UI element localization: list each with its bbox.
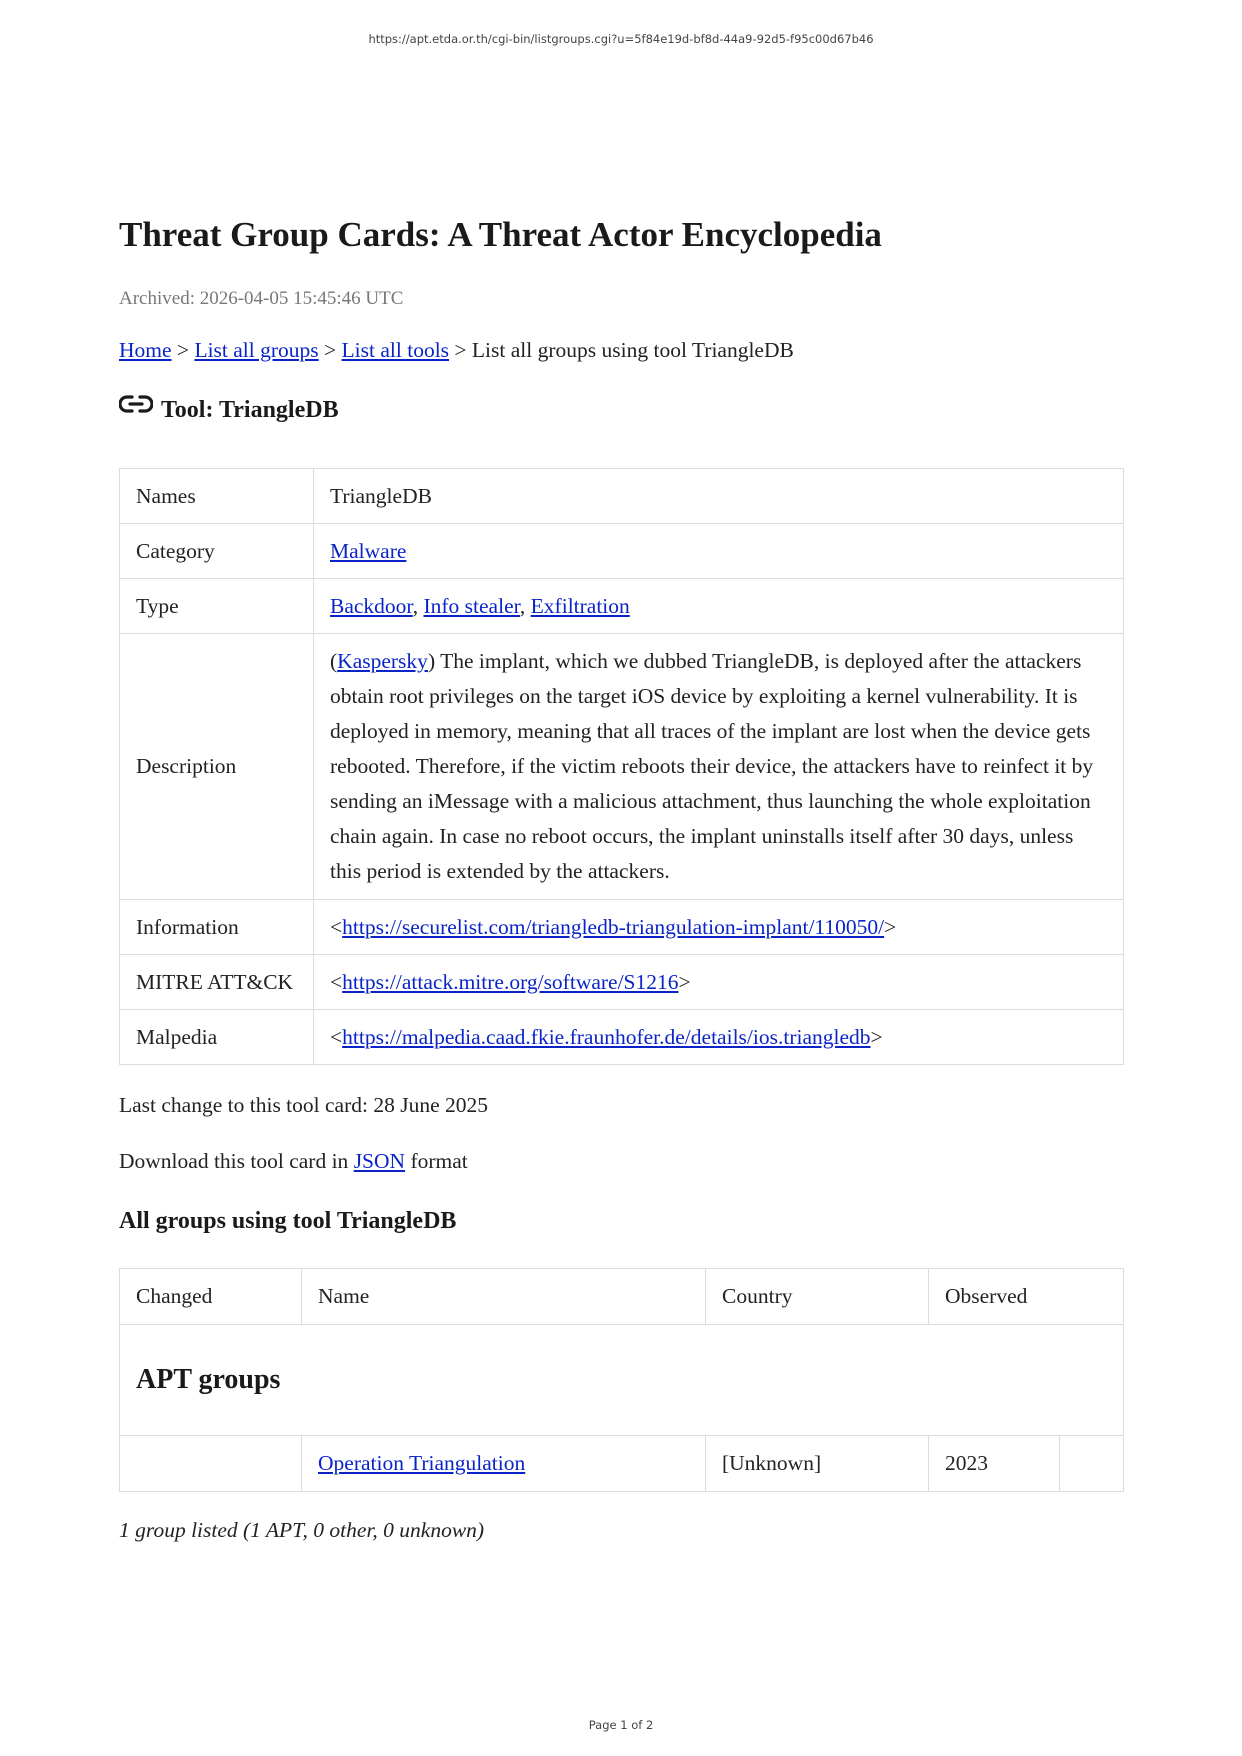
type-label: Type bbox=[120, 579, 314, 634]
last-change-text: Last change to this tool card: 28 June 2025 bbox=[119, 1093, 489, 1117]
description-value bbox=[314, 634, 1124, 900]
section-row bbox=[120, 1325, 1124, 1436]
breadcrumb-groups-link[interactable]: List all groups bbox=[194, 338, 319, 362]
type-value bbox=[314, 579, 1124, 634]
description-label: Description bbox=[120, 634, 314, 900]
groups-summary: 1 group listed (1 APT, 0 other, 0 unknown) bbox=[119, 1518, 485, 1542]
angle-close: > bbox=[884, 914, 897, 939]
information-label: Information bbox=[120, 900, 314, 955]
breadcrumb-current: > List all groups using tool TriangleDB bbox=[449, 338, 794, 362]
breadcrumb-separator: > bbox=[318, 338, 342, 362]
type-backdoor-link[interactable]: Backdoor bbox=[330, 593, 413, 618]
malpedia-link[interactable]: https://malpedia.caad.fkie.fraunhofer.de/details/ios.triangledb bbox=[342, 1024, 871, 1049]
angle-close: > bbox=[678, 969, 691, 994]
breadcrumb-separator: > bbox=[171, 338, 195, 362]
row-changed bbox=[120, 1436, 302, 1492]
download-prefix: Download this tool card in bbox=[119, 1149, 354, 1173]
table-row bbox=[120, 1010, 1124, 1065]
table-row bbox=[120, 1436, 1124, 1492]
column-header-country: Country bbox=[706, 1269, 929, 1325]
tool-heading bbox=[119, 397, 339, 424]
table-row bbox=[120, 469, 1124, 524]
tool-heading-text: Tool: TriangleDB bbox=[161, 397, 339, 423]
json-download-link[interactable]: JSON bbox=[353, 1149, 406, 1173]
table-row bbox=[120, 524, 1124, 579]
names-value: TriangleDB bbox=[314, 469, 1124, 524]
mitre-label: MITRE ATT&CK bbox=[120, 955, 314, 1010]
table-row bbox=[120, 955, 1124, 1010]
description-source-link[interactable]: Kaspersky bbox=[337, 649, 428, 673]
information-link[interactable]: https://securelist.com/triangledb-triangulation-implant/110050/ bbox=[342, 914, 885, 939]
archived-date: Archived: 2026-04-05 15:45:46 UTC bbox=[119, 288, 404, 309]
category-value bbox=[314, 524, 1124, 579]
tool-info-table bbox=[119, 468, 1124, 1065]
row-observed: 2023 bbox=[929, 1436, 1060, 1492]
page-url: https://apt.etda.or.th/cgi-bin/listgroups.cgi?u=5f84e19d-bf8d-44a9-92d5-f95c00d67b46 bbox=[368, 32, 874, 46]
malpedia-label: Malpedia bbox=[120, 1010, 314, 1065]
breadcrumb-tools-link[interactable]: List all tools bbox=[341, 338, 450, 362]
type-separator: , bbox=[519, 593, 531, 618]
groups-table bbox=[119, 1268, 1124, 1492]
breadcrumb-home-link[interactable]: Home bbox=[119, 338, 172, 362]
page-footer: Page 1 of 2 bbox=[588, 1718, 654, 1732]
column-header-observed: Observed bbox=[929, 1269, 1124, 1325]
row-extra bbox=[1060, 1436, 1124, 1492]
breadcrumb bbox=[119, 338, 794, 363]
angle-close: > bbox=[870, 1024, 883, 1049]
category-label: Category bbox=[120, 524, 314, 579]
malpedia-value bbox=[314, 1010, 1124, 1065]
mitre-value bbox=[314, 955, 1124, 1010]
table-row bbox=[120, 634, 1124, 900]
table-row bbox=[120, 579, 1124, 634]
download-suffix: format bbox=[405, 1149, 468, 1173]
type-exfiltration-link[interactable]: Exfiltration bbox=[530, 593, 630, 618]
category-malware-link[interactable]: Malware bbox=[330, 538, 407, 563]
column-header-changed: Changed bbox=[120, 1269, 302, 1325]
group-link-operation-triangulation[interactable]: Operation Triangulation bbox=[318, 1451, 526, 1475]
names-label: Names bbox=[120, 469, 314, 524]
download-line bbox=[119, 1149, 468, 1174]
type-separator: , bbox=[412, 593, 424, 618]
page-title: Threat Group Cards: A Threat Actor Encyclopedia bbox=[119, 215, 882, 254]
angle-open: < bbox=[330, 969, 343, 994]
table-header-row bbox=[120, 1269, 1124, 1325]
angle-open: < bbox=[330, 1024, 343, 1049]
section-apt-groups: APT groups bbox=[120, 1325, 1124, 1436]
information-value bbox=[314, 900, 1124, 955]
column-header-name: Name bbox=[302, 1269, 706, 1325]
groups-heading: All groups using tool TriangleDB bbox=[119, 1208, 457, 1234]
mitre-link[interactable]: https://attack.mitre.org/software/S1216 bbox=[342, 969, 679, 994]
row-country: [Unknown] bbox=[706, 1436, 929, 1492]
type-info-stealer-link[interactable]: Info stealer bbox=[423, 593, 520, 618]
description-text: ) The implant, which we dubbed TriangleDB, is deployed after the attackers obtain root privileges on the target iOS device by exploiting a kernel vulnerability. It is deployed in memory, meaning that all traces of the implant are lost when the device gets rebooted. Therefore, if the victim reboots their device, the attackers have to reinfect it by sending an iMessage with a malicious attachment, thus launching the whole exploitation chain again. In case no reboot occurs, the implant uninstalls itself after 30 days, unless this period is extended by the attackers. bbox=[330, 649, 1094, 883]
angle-open: < bbox=[330, 914, 343, 939]
row-name bbox=[302, 1436, 706, 1492]
description-paren: ( bbox=[330, 649, 338, 673]
link-icon bbox=[119, 393, 153, 415]
table-row bbox=[120, 900, 1124, 955]
